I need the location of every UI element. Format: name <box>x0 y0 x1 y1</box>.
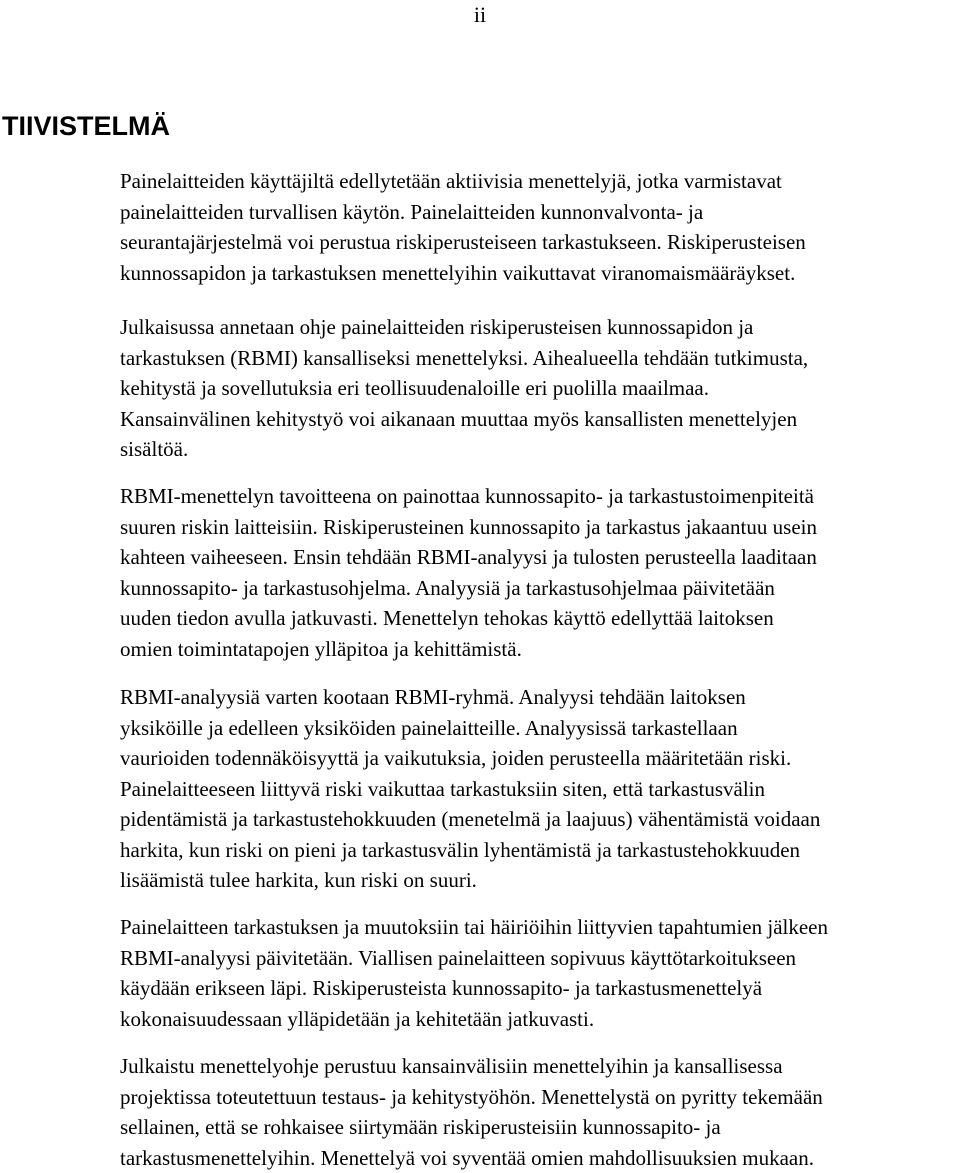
text-line: omien toimintatapojen ylläpitoa ja kehittämistä. <box>120 634 960 665</box>
text-line: RBMI-menettelyn tavoitteena on painottaa kunnossapito- ja tarkastustoimenpiteitä <box>120 481 960 512</box>
text-line: sisältöä. <box>120 434 960 465</box>
text-line: painelaitteiden turvallisen käytön. Painelaitteiden kunnonvalvonta- ja <box>120 197 960 228</box>
text-line: sellainen, että se rohkaisee siirtymään riskiperusteisiin kunnossapito- ja <box>120 1112 960 1143</box>
paragraph-5 <box>120 912 960 1034</box>
text-line: RBMI-analyysiä varten kootaan RBMI-ryhmä. Analyysi tehdään laitoksen <box>120 682 960 713</box>
text-line: suuren riskin laitteisiin. Riskiperusteinen kunnossapito ja tarkastus jakaantuu usein <box>120 512 960 543</box>
page-number: ii <box>0 0 960 30</box>
text-line: Painelaitteeseen liittyvä riski vaikuttaa tarkastuksiin siten, että tarkastusvälin <box>120 774 960 805</box>
text-line: RBMI-analyysi päivitetään. Viallisen painelaitteen sopivuus käyttötarkoitukseen <box>120 943 960 974</box>
text-line: projektissa toteutettuun testaus- ja kehitystyöhön. Menettelystä on pyritty tekemään <box>120 1082 960 1113</box>
paragraph-4 <box>120 682 960 896</box>
text-line: harkita, kun riski on pieni ja tarkastusvälin lyhentämistä ja tarkastustehokkuuden <box>120 835 960 866</box>
text-line: uuden tiedon avulla jatkuvasti. Menettelyn tehokas käyttö edellyttää laitoksen <box>120 603 960 634</box>
text-line: Painelaitteen tarkastuksen ja muutoksiin tai häiriöihin liittyvien tapahtumien jälkeen <box>120 912 960 943</box>
text-line: kahteen vaiheeseen. Ensin tehdään RBMI-analyysi ja tulosten perusteella laaditaan <box>120 542 960 573</box>
text-line: pidentämistä ja tarkastustehokkuuden (menetelmä ja laajuus) vähentämistä voidaan <box>120 804 960 835</box>
paragraph-2 <box>120 312 960 465</box>
text-line: kehitystä ja sovellutuksia eri teollisuudenaloille eri puolilla maailmaa. <box>120 373 960 404</box>
paragraph-6 <box>120 1051 960 1173</box>
text-line: Julkaisussa annetaan ohje painelaitteiden riskiperusteisen kunnossapidon ja <box>120 312 960 343</box>
text-line: kokonaisuudessaan ylläpidetään ja kehitetään jatkuvasti. <box>120 1004 960 1035</box>
text-line: seurantajärjestelmä voi perustua riskiperusteiseen tarkastukseen. Riskiperusteisen <box>120 227 960 258</box>
text-line: kunnossapidon ja tarkastuksen menettelyihin vaikuttavat viranomaismääräykset. <box>120 258 960 289</box>
text-line: tarkastuksen (RBMI) kansalliseksi menettelyksi. Aihealueella tehdään tutkimusta, <box>120 343 960 374</box>
paragraph-1 <box>120 166 960 288</box>
text-line: lisäämistä tulee harkita, kun riski on suuri. <box>120 865 960 896</box>
text-line: Julkaistu menettelyohje perustuu kansainvälisiin menettelyihin ja kansallisessa <box>120 1051 960 1082</box>
text-line: käydään erikseen läpi. Riskiperusteista kunnossapito- ja tarkastusmenettelyä <box>120 973 960 1004</box>
text-line: tarkastusmenettelyihin. Menettelyä voi syventää omien mahdollisuuksien mukaan. <box>120 1143 960 1173</box>
paragraph-3 <box>120 481 960 664</box>
page-title: TIIVISTELMÄ <box>2 108 170 144</box>
text-line: vaurioiden todennäköisyyttä ja vaikutuksia, joiden perusteella määritetään riski. <box>120 743 960 774</box>
text-line: kunnossapito- ja tarkastusohjelma. Analyysiä ja tarkastusohjelmaa päivitetään <box>120 573 960 604</box>
text-line: yksiköille ja edelleen yksiköiden painelaitteille. Analyysissä tarkastellaan <box>120 713 960 744</box>
text-line: Painelaitteiden käyttäjiltä edellytetään aktiivisia menettelyjä, jotka varmistavat <box>120 166 960 197</box>
text-line: Kansainvälinen kehitystyö voi aikanaan muuttaa myös kansallisten menettelyjen <box>120 404 960 435</box>
